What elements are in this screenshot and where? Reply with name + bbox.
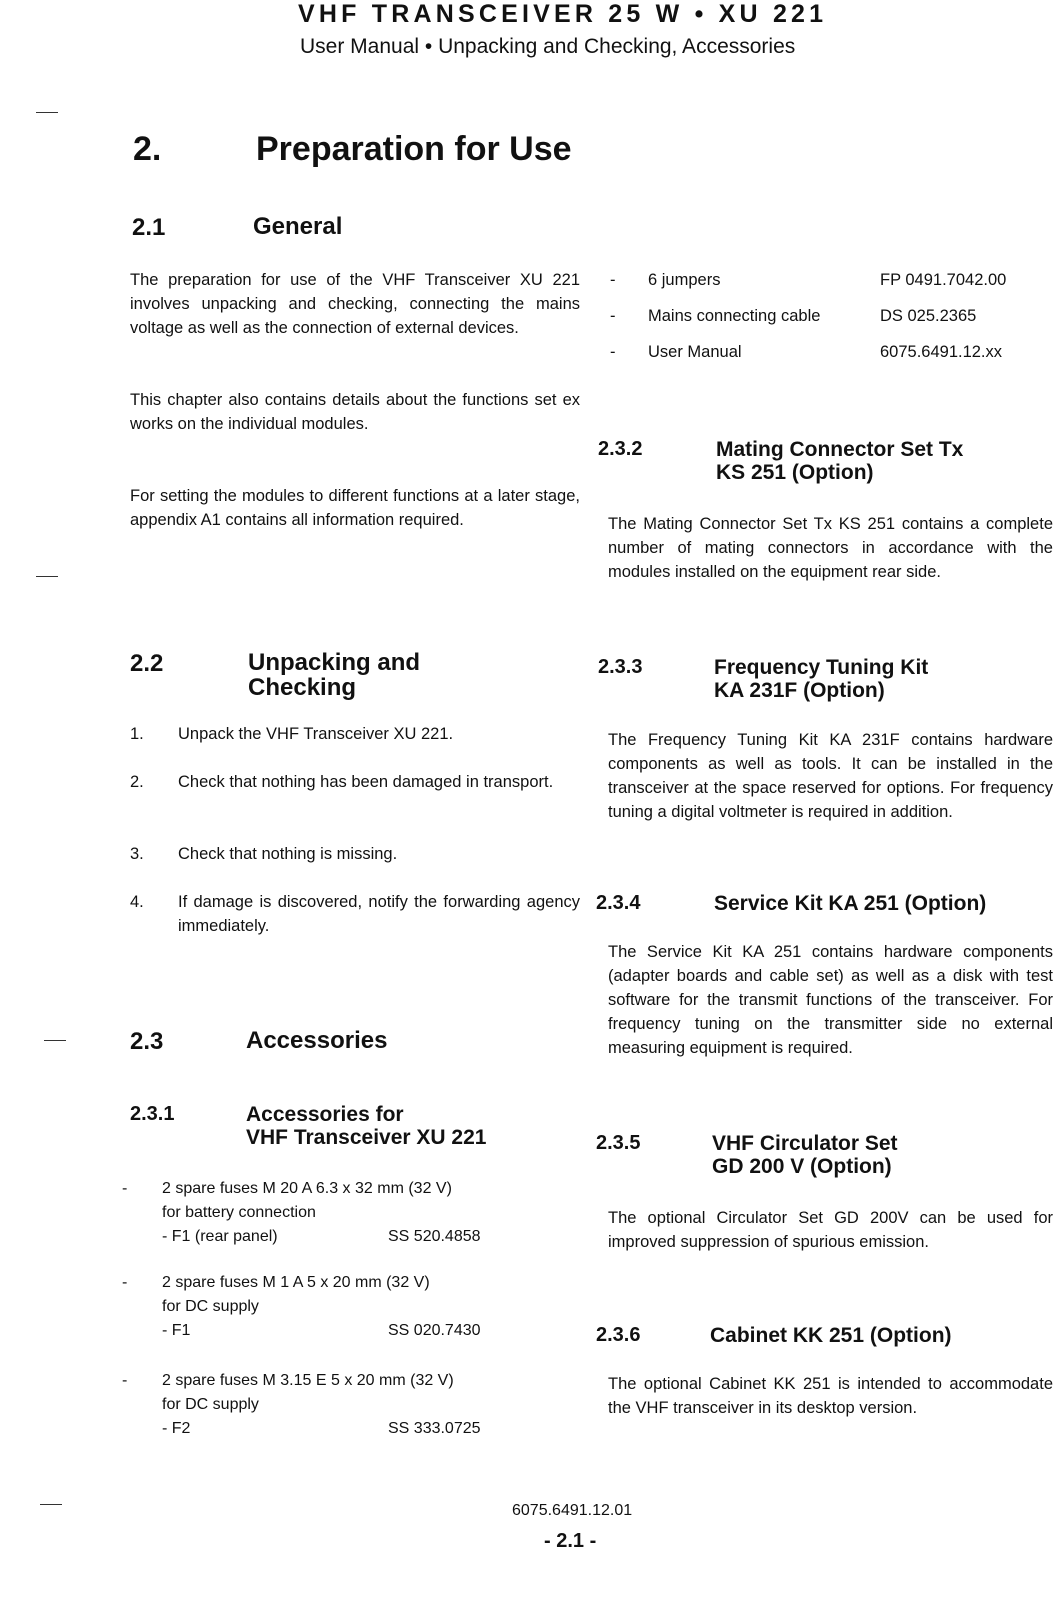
accessory-row (608, 304, 1053, 340)
fuse-list-item (122, 1271, 592, 1343)
accessory-row (608, 268, 1053, 304)
section-2-3-2-title (716, 438, 963, 484)
document-header-subtitle: User Manual • Unpacking and Checking, Accessories (300, 35, 796, 58)
list-item-text: Unpack the VHF Transceiver XU 221. (178, 725, 454, 743)
section-2-3-1-title-line1: Accessories for (246, 1103, 404, 1126)
fuse-usage: for battery connection (162, 1204, 316, 1221)
section-2-3-5-title-line1: VHF Circulator Set (712, 1132, 898, 1155)
bullet-dash: - (122, 1274, 128, 1291)
fuse-usage: for DC supply (162, 1298, 259, 1315)
margin-mark (40, 1504, 62, 1505)
section-2-1-title: General (253, 213, 343, 240)
fuse-description: 2 spare fuses M 1 A 5 x 20 mm (32 V) (162, 1274, 430, 1291)
section-2-3-2-number: 2.3.2 (598, 438, 643, 460)
section-2-3-2-title-line1: Mating Connector Set Tx (716, 438, 964, 461)
accessory-list (608, 268, 1053, 376)
section-2-3-4-text: The Service Kit KA 251 contains hardware components (adapter boards and cable set) as well as a disk with test software for the transmit functions of the transceiver. For frequency tuning on the transmitter side no external measuring equipment is required. (608, 943, 1053, 1057)
section-2-3-3-title (714, 656, 928, 702)
section-2-3-5-title-line2: GD 200 V (Option) (712, 1155, 892, 1178)
section-2-3-1-number: 2.3.1 (130, 1103, 175, 1125)
section-2-3-3-title-line2: KA 231F (Option) (714, 679, 885, 702)
section-2-3-2-text: The Mating Connector Set Tx KS 251 contains a complete number of mating connectors in accordance with the modules installed on the equipment rear side. (608, 515, 1053, 581)
margin-mark (44, 1040, 66, 1041)
general-paragraph-2: This chapter also contains details about the functions set ex works on the individual modules. (130, 391, 580, 433)
list-item-number: 1. (130, 725, 144, 743)
section-2-3-number: 2.3 (130, 1028, 164, 1055)
section-2-3-5-number: 2.3.5 (596, 1132, 641, 1154)
general-paragraph-3: For setting the modules to different functions at a later stage, appendix A1 contains all information required. (130, 487, 580, 529)
section-2-2-title (248, 650, 420, 700)
accessory-name: User Manual (648, 343, 742, 361)
section-2-1-number: 2.1 (132, 214, 166, 241)
fuse-description: 2 spare fuses M 3.15 E 5 x 20 mm (32 V) (162, 1372, 454, 1389)
section-2-2-title-line1: Unpacking and (248, 649, 421, 676)
list-item (130, 890, 580, 938)
bullet-dash: - (122, 1372, 128, 1389)
bullet-dash: - (610, 307, 616, 325)
accessory-code: FP 0491.7042.00 (880, 271, 1007, 289)
list-item-text: If damage is discovered, notify the forwarding agency immediately. (178, 893, 580, 935)
fuse-part-code: SS 520.4858 (388, 1228, 481, 1245)
section-2-3-6-title: Cabinet KK 251 (Option) (710, 1324, 952, 1347)
fuse-description: 2 spare fuses M 20 A 6.3 x 32 mm (32 V) (162, 1180, 452, 1197)
footer-document-number: 6075.6491.12.01 (512, 1502, 633, 1519)
list-item-text: Check that nothing is missing. (178, 845, 398, 863)
accessory-row (608, 340, 1053, 376)
fuse-designation: - F1 (rear panel) (162, 1228, 278, 1245)
accessory-name: Mains connecting cable (648, 307, 821, 325)
document-header-title: VHF TRANSCEIVER 25 W • XU 221 (298, 0, 828, 28)
page-number: - 2.1 - (544, 1530, 597, 1552)
fuse-part-code: SS 020.7430 (388, 1322, 481, 1339)
accessory-code: DS 025.2365 (880, 307, 977, 325)
bullet-dash: - (610, 343, 616, 361)
general-paragraph-1: The preparation for use of the VHF Transceiver XU 221 involves unpacking and checking, connecting the mains voltage as well as the connection of external devices. (130, 271, 580, 337)
margin-mark (36, 112, 58, 113)
fuse-list-item (122, 1369, 592, 1441)
section-2-2-title-line2: Checking (248, 674, 357, 701)
bullet-dash: - (610, 271, 616, 289)
fuse-designation-row (162, 1319, 592, 1343)
section-2-3-3-text: The Frequency Tuning Kit KA 231F contains hardware components as well as tools. It can be installed in the transceiver at the space reserved for options. For frequency tuning a digital voltmeter is required in addition. (608, 731, 1053, 821)
section-2-3-3-number: 2.3.3 (598, 656, 643, 678)
section-2-3-3-title-line1: Frequency Tuning Kit (714, 656, 929, 679)
chapter-title: Preparation for Use (256, 130, 572, 168)
fuse-designation: - F2 (162, 1420, 191, 1437)
list-item (130, 842, 580, 866)
list-item-text: Check that nothing has been damaged in transport. (178, 773, 554, 791)
section-2-3-6-number: 2.3.6 (596, 1324, 641, 1346)
fuse-designation: - F1 (162, 1322, 191, 1339)
section-2-3-1-title-line2: VHF Transceiver XU 221 (246, 1126, 487, 1149)
fuse-list-item (122, 1177, 592, 1249)
list-item (130, 722, 580, 746)
section-2-2-number: 2.2 (130, 650, 164, 677)
section-2-3-4-number: 2.3.4 (596, 892, 641, 914)
margin-mark (36, 576, 58, 577)
chapter-number: 2. (133, 130, 162, 168)
accessory-name: 6 jumpers (648, 271, 721, 289)
section-2-3-5-text: The optional Circulator Set GD 200V can be used for improved suppression of spurious emission. (608, 1209, 1053, 1251)
bullet-dash: - (122, 1180, 128, 1197)
list-item-number: 2. (130, 773, 144, 791)
fuse-designation-row (162, 1417, 592, 1441)
section-2-3-5-title (712, 1132, 898, 1178)
section-2-3-2-title-line2: KS 251 (Option) (716, 461, 874, 484)
section-2-3-4-title: Service Kit KA 251 (Option) (714, 892, 987, 915)
section-2-3-6-text: The optional Cabinet KK 251 is intended to accommodate the VHF transceiver in its desktop version. (608, 1375, 1053, 1417)
section-2-3-1-title (246, 1103, 486, 1149)
accessory-code: 6075.6491.12.xx (880, 343, 1003, 361)
list-item-number: 4. (130, 893, 144, 911)
fuse-designation-row (162, 1225, 592, 1249)
list-item (130, 770, 580, 794)
fuse-part-code: SS 333.0725 (388, 1420, 481, 1437)
section-2-3-title: Accessories (246, 1027, 388, 1054)
list-item-number: 3. (130, 845, 144, 863)
fuse-usage: for DC supply (162, 1396, 259, 1413)
